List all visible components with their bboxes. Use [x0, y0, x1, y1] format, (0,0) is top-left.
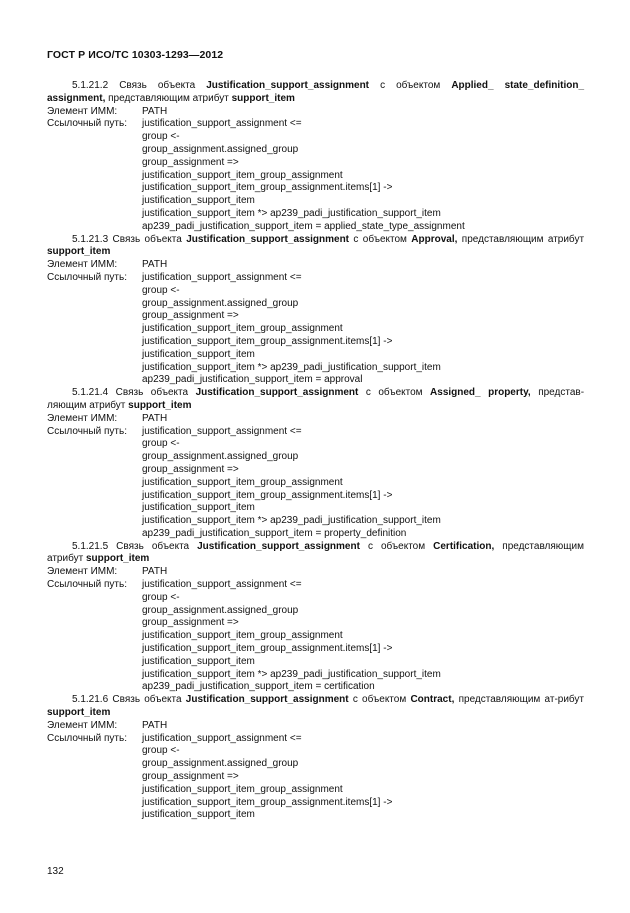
mim-element-row	[47, 106, 584, 119]
path-line: group <-	[142, 745, 180, 757]
reference-path-row	[47, 272, 584, 285]
section-number: 5.1.21.2	[72, 80, 109, 91]
path-line: justification_support_item_group_assignment.items[1] ->	[142, 335, 393, 347]
path-line: justification_support_item_group_assignment	[142, 783, 343, 795]
section-heading	[47, 694, 584, 720]
reference-path-label: Ссылочный путь:	[47, 732, 127, 744]
mim-element-label: Элемент ИММ:	[47, 566, 118, 578]
standard-header: ГОСТ Р ИСО/ТС 10303-1293—2012	[47, 49, 224, 61]
path-line: group <-	[142, 284, 180, 296]
mim-element-label: Элемент ИММ:	[47, 259, 118, 271]
path-line: justification_support_assignment <=	[142, 118, 302, 130]
attribute-name: support_item	[85, 553, 150, 565]
entity-name: Justification_support_assignment	[195, 387, 359, 399]
mim-element-label: Элемент ИММ:	[47, 719, 118, 731]
path-line: group_assignment.assigned_group	[142, 143, 299, 155]
path-line: group_assignment.assigned_group	[142, 604, 299, 616]
path-line: justification_support_item_group_assignment	[142, 630, 343, 642]
page-number: 132	[47, 866, 64, 877]
target-entity-name: Contract,	[410, 694, 455, 706]
section-number: 5.1.21.5	[72, 540, 109, 552]
heading-text: с объектом	[353, 233, 407, 245]
path-line: justification_support_item_group_assignment.items[1] ->	[142, 796, 393, 808]
entity-name: Justification_support_assignment	[197, 540, 360, 552]
path-line: justification_support_assignment <=	[142, 271, 302, 283]
document-body	[47, 80, 584, 822]
mapping-section	[47, 387, 584, 541]
section-number: 5.1.21.4	[72, 387, 109, 399]
heading-text: Связь объекта	[112, 233, 182, 245]
mim-element-row	[47, 720, 584, 733]
heading-text: представ-ляющим атрибут	[47, 387, 585, 411]
path-line: group_assignment.assigned_group	[142, 758, 299, 770]
path-line: justification_support_item	[142, 655, 255, 667]
path-line: group <-	[142, 591, 180, 603]
path-line: group_assignment.assigned_group	[142, 297, 299, 309]
path-line: justification_support_item *> ap239_padi_justification_support_item	[142, 361, 441, 373]
mapping-section	[47, 694, 584, 822]
reference-path-row	[47, 733, 584, 746]
heading-text: с объектом	[367, 540, 426, 552]
path-line: group_assignment =>	[142, 771, 239, 783]
heading-text: представляющим атрибут	[461, 233, 585, 245]
path-line: justification_support_item	[142, 348, 255, 360]
path-line: justification_support_item_group_assignment	[142, 323, 343, 335]
reference-path-row	[47, 579, 584, 592]
reference-path-row	[47, 118, 584, 131]
attribute-name: support_item	[231, 92, 295, 104]
path-line: ap239_padi_justification_support_item = applied_state_type_assignment	[142, 220, 465, 232]
section-heading	[47, 541, 584, 567]
section-number: 5.1.21.3	[72, 233, 109, 245]
mim-element-value: PATH	[142, 719, 168, 731]
mim-element-label: Элемент ИММ:	[47, 105, 118, 117]
mim-element-row	[47, 566, 584, 579]
path-line: justification_support_item_group_assignment.items[1] ->	[142, 489, 393, 501]
path-line: justification_support_item *> ap239_padi_justification_support_item	[142, 207, 441, 219]
path-line: justification_support_item	[142, 809, 255, 821]
path-line: justification_support_item_group_assignment.items[1] ->	[142, 182, 393, 194]
section-heading	[47, 80, 584, 106]
entity-name: Justification_support_assignment	[206, 80, 370, 91]
attribute-name: support_item	[47, 707, 111, 719]
entity-name: Justification_support_assignment	[186, 233, 350, 245]
path-line: group_assignment =>	[142, 156, 239, 168]
path-line: group_assignment =>	[142, 310, 239, 322]
mim-element-value: PATH	[142, 412, 168, 424]
mapping-section	[47, 234, 584, 388]
attribute-name: support_item	[128, 399, 192, 411]
heading-text: с объектом	[352, 694, 407, 706]
reference-path-label: Ссылочный путь:	[47, 118, 127, 130]
path-line: ap239_padi_justification_support_item = property_definition	[142, 527, 407, 539]
target-entity-name: Applied_ state_definition_ assignment,	[47, 80, 585, 104]
path-line: justification_support_assignment <=	[142, 732, 302, 744]
heading-text: с объектом	[380, 80, 441, 91]
path-line: justification_support_item	[142, 195, 255, 207]
section-heading	[47, 387, 584, 413]
heading-text: Связь объекта	[116, 540, 190, 552]
attribute-name: support_item	[47, 246, 111, 258]
heading-text: Связь объекта	[112, 694, 182, 706]
heading-text: Связь объекта	[119, 80, 196, 91]
mim-element-value: PATH	[142, 105, 168, 117]
path-line: justification_support_assignment <=	[142, 425, 302, 437]
path-line: justification_support_item_group_assignment	[142, 476, 343, 488]
mim-element-value: PATH	[142, 259, 168, 271]
path-line: ap239_padi_justification_support_item = approval	[142, 374, 363, 386]
path-line: justification_support_item_group_assignment	[142, 169, 343, 181]
mim-element-row	[47, 259, 584, 272]
heading-text: Связь объекта	[115, 387, 189, 399]
path-line: group <-	[142, 438, 180, 450]
mim-element-value: PATH	[142, 566, 168, 578]
mapping-section	[47, 80, 584, 234]
reference-path-label: Ссылочный путь:	[47, 579, 127, 591]
path-line: justification_support_item *> ap239_padi_justification_support_item	[142, 515, 441, 527]
section-heading	[47, 234, 584, 260]
entity-name: Justification_support_assignment	[185, 694, 349, 706]
reference-path-label: Ссылочный путь:	[47, 425, 127, 437]
path-line: justification_support_item_group_assignment.items[1] ->	[142, 643, 393, 655]
reference-path-row	[47, 426, 584, 439]
path-line: ap239_padi_justification_support_item = certification	[142, 681, 375, 693]
path-line: group_assignment =>	[142, 617, 239, 629]
target-entity-name: Assigned_ property,	[430, 387, 531, 399]
path-line: justification_support_assignment <=	[142, 579, 302, 591]
section-number: 5.1.21.6	[72, 694, 109, 706]
path-line: group <-	[142, 131, 180, 143]
target-entity-name: Approval,	[411, 233, 458, 245]
heading-text: с объектом	[365, 387, 423, 399]
heading-text: представляющим ат-рибут	[458, 694, 585, 706]
heading-text: представляющим атрибут	[47, 540, 584, 565]
heading-text: представляющим атрибут	[108, 92, 229, 104]
mapping-section	[47, 541, 584, 695]
path-line: justification_support_item	[142, 502, 255, 514]
path-line: group_assignment =>	[142, 463, 239, 475]
mim-element-row	[47, 413, 584, 426]
reference-path-label: Ссылочный путь:	[47, 271, 127, 283]
target-entity-name: Certification,	[433, 540, 495, 552]
mim-element-label: Элемент ИММ:	[47, 412, 118, 424]
path-line: group_assignment.assigned_group	[142, 451, 299, 463]
path-line: justification_support_item *> ap239_padi_justification_support_item	[142, 668, 441, 680]
